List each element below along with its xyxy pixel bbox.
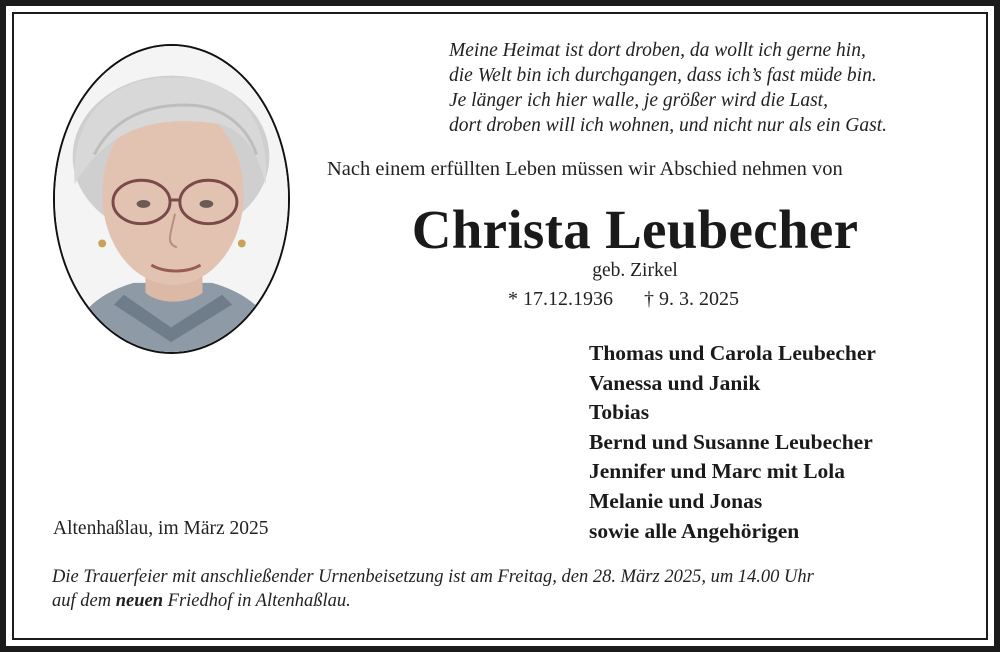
portrait-photo: [53, 44, 290, 354]
funeral-line-2-end: Friedhof in Altenhaßlau.: [167, 591, 351, 611]
poem-line: die Welt bin ich durchgangen, dass ich’s fast müde bin.: [449, 65, 877, 86]
poem-verse: [449, 38, 969, 138]
birth-date: * 17.12.1936: [508, 288, 613, 310]
mourner-entry: Melanie und Jonas: [589, 488, 763, 513]
life-dates: [508, 288, 739, 311]
mourner-entry: Jennifer und Marc mit Lola: [589, 459, 846, 484]
farewell-intro: Nach einem erfüllten Leben müssen wir Abschied nehmen von: [327, 158, 843, 180]
portrait-illustration: [55, 46, 288, 352]
funeral-line-2-start: auf dem: [52, 591, 112, 611]
funeral-line-2: [52, 589, 972, 613]
place-and-date: Altenhaßlau, im März 2025: [53, 518, 269, 539]
mourner-entry: Vanessa und Janik: [589, 370, 761, 395]
poem-line: dort droben will ich wohnen, und nicht nur als ein Gast.: [449, 115, 888, 136]
death-date: † 9. 3. 2025: [644, 288, 739, 310]
funeral-notice: [52, 565, 972, 613]
mourner-entry: Thomas und Carola Leubecher: [589, 341, 876, 365]
funeral-line-1: Die Trauerfeier mit anschließender Urnenbeisetzung ist am Freitag, den 28. März 2025, um 14.00 Uhr: [52, 567, 814, 587]
deceased-name: Christa Leubecher: [411, 199, 859, 260]
mourner-entry: Tobias: [589, 400, 650, 425]
birth-name: geb. Zirkel: [592, 260, 678, 281]
mourner-entry: sowie alle Angehörigen: [589, 518, 800, 543]
mourner-entry: Bernd und Susanne Leubecher: [589, 429, 873, 454]
funeral-emphasis: neuen: [115, 591, 164, 611]
mourners-list: [589, 339, 969, 546]
poem-line: Je länger ich hier walle, je größer wird die Last,: [449, 90, 828, 111]
poem-line: Meine Heimat ist dort droben, da wollt ich gerne hin,: [449, 40, 866, 61]
